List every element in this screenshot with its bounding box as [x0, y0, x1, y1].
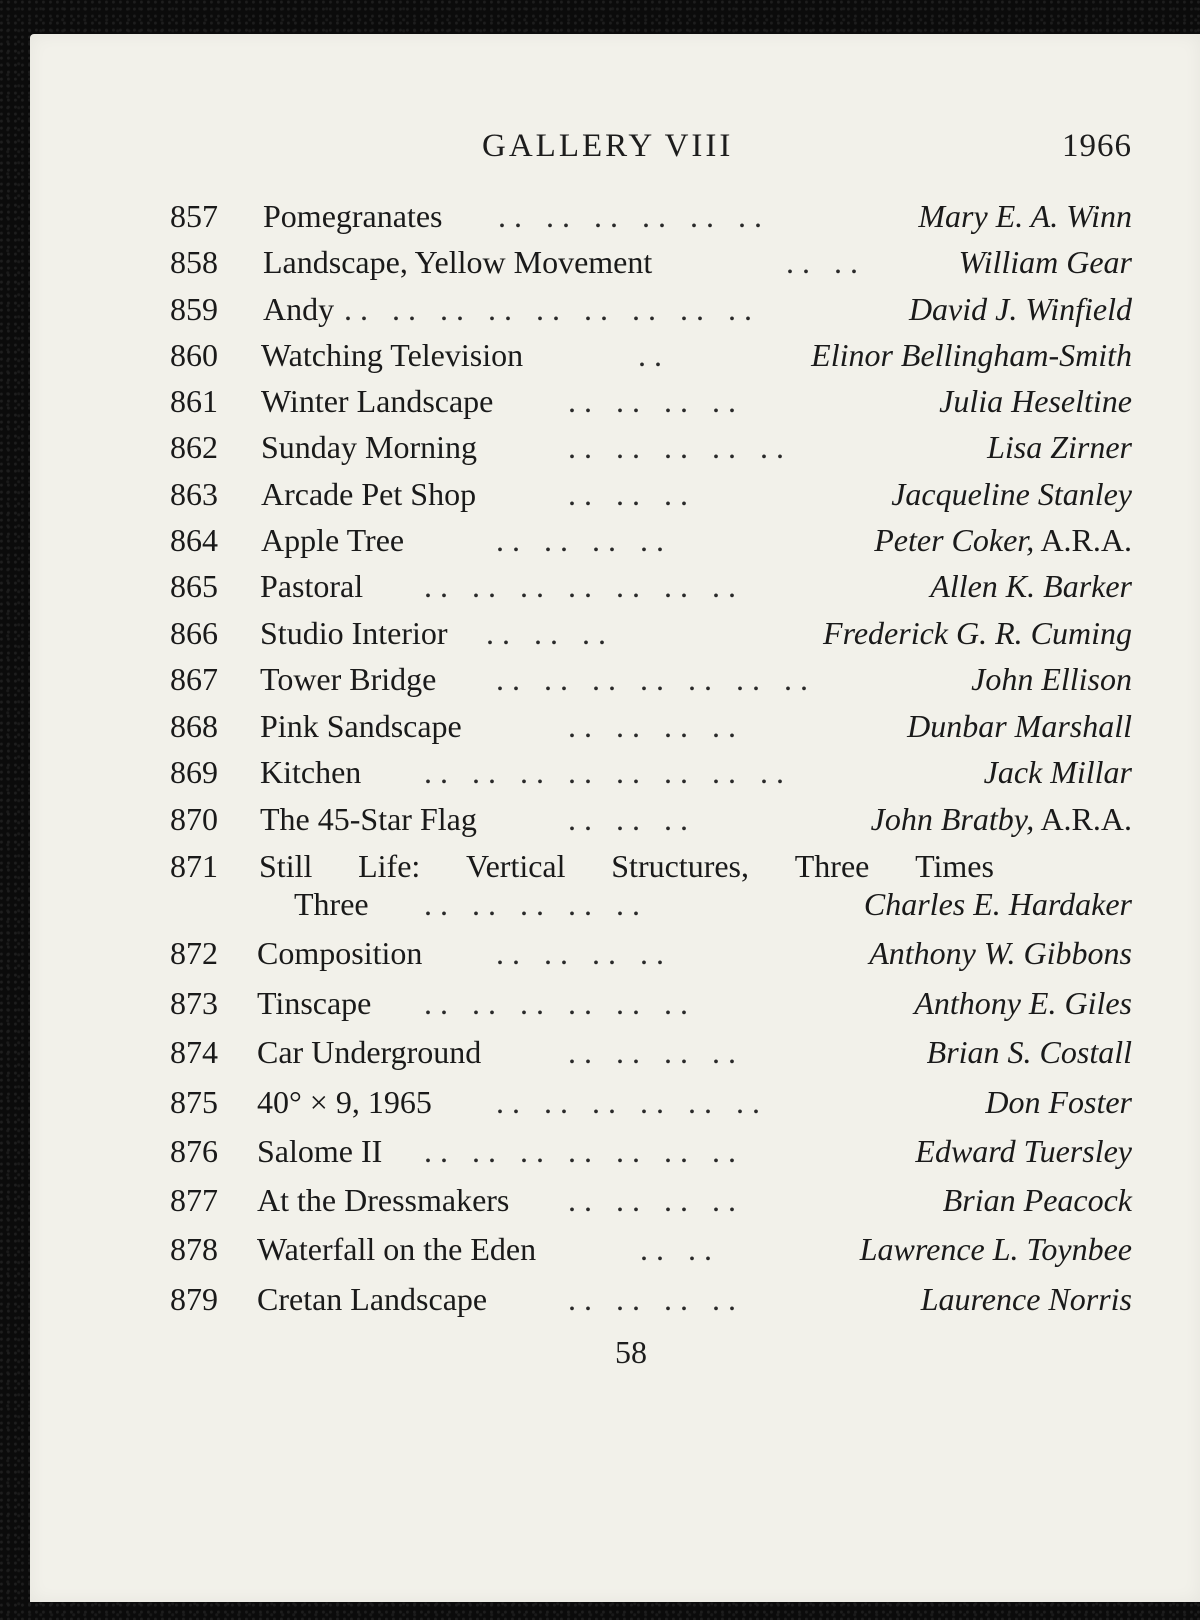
entry-title: 40° × 9, 1965 — [257, 1084, 432, 1120]
catalogue-entry — [30, 335, 1200, 375]
entry-artist: David J. Winfield — [908, 291, 1132, 327]
catalogue-entry — [30, 933, 1200, 973]
entry-title: Andy — [263, 291, 335, 327]
catalogue-entry — [30, 846, 1200, 886]
entry-title: Winter Landscape — [261, 383, 494, 419]
entry-artist: Brian S. Costall — [926, 1034, 1132, 1070]
entry-artist: Edward Tuersley — [915, 1133, 1132, 1169]
leader-dots: . . . . . . — [486, 615, 606, 651]
page-header — [30, 128, 1200, 168]
entry-title: Cretan Landscape — [257, 1281, 488, 1317]
entry-title: The 45-Star Flag — [260, 801, 477, 837]
entry-number: 864 — [170, 522, 218, 558]
entry-title: Watching Television — [261, 337, 524, 373]
entry-title: Pink Sandscape — [260, 708, 462, 744]
catalogue-entry — [30, 289, 1200, 329]
exhibition-year: 1966 — [1062, 128, 1132, 164]
entry-artist: Mary E. A. Winn — [918, 198, 1132, 234]
entry-number: 871 — [170, 848, 218, 884]
entry-number: 877 — [170, 1182, 218, 1218]
entry-number: 866 — [170, 615, 218, 651]
entry-artist: John Bratby, A.R.A. — [870, 801, 1132, 837]
catalogue-entry — [30, 1082, 1200, 1122]
entry-artist: Anthony E. Giles — [914, 985, 1132, 1021]
catalogue-entry — [30, 381, 1200, 421]
entry-number: 863 — [170, 476, 218, 512]
entry-number: 875 — [170, 1084, 218, 1120]
catalogue-entry — [30, 659, 1200, 699]
leader-dots: . . . . . . . . — [568, 383, 736, 419]
leader-dots: . . . . . . . . . . . . — [496, 1084, 760, 1120]
entry-number: 859 — [170, 291, 218, 327]
catalogue-page — [30, 34, 1200, 1602]
entry-title: Salome II — [257, 1133, 383, 1169]
catalogue-entry — [30, 1229, 1200, 1269]
entry-number: 868 — [170, 708, 218, 744]
leader-dots: . . . . . . . . . . . . . . — [424, 568, 736, 604]
entry-title: Waterfall on the Eden — [257, 1231, 537, 1267]
catalogue-entry — [30, 1131, 1200, 1171]
entry-title: Apple Tree — [261, 522, 405, 558]
leader-dots: . . . . — [640, 1231, 712, 1267]
entry-number: 865 — [170, 568, 218, 604]
catalogue-entry — [30, 1180, 1200, 1220]
entry-artist: Anthony W. Gibbons — [869, 935, 1132, 971]
entry-artist: Lawrence L. Toynbee — [859, 1231, 1132, 1267]
entry-title: Tower Bridge — [260, 661, 437, 697]
catalogue-entry — [30, 196, 1200, 236]
entry-number: 867 — [170, 661, 218, 697]
entry-artist: Frederick G. R. Cuming — [823, 615, 1132, 651]
catalogue-entry — [30, 520, 1200, 560]
leader-dots: . . . . . . . . — [568, 1182, 736, 1218]
entry-artist: Laurence Norris — [920, 1281, 1132, 1317]
entry-title: Tinscape — [257, 985, 372, 1021]
catalogue-entry — [30, 474, 1200, 514]
entry-title: Pastoral — [260, 568, 364, 604]
catalogue-entry-continuation — [30, 884, 1200, 924]
entry-number: 870 — [170, 801, 218, 837]
gallery-title: GALLERY VIII — [482, 128, 734, 164]
entry-number: 862 — [170, 429, 218, 465]
leader-dots: . . . . . . — [568, 801, 688, 837]
entry-number: 873 — [170, 985, 218, 1021]
leader-dots: . . . . . . — [568, 476, 688, 512]
leader-dots: . . — [638, 337, 662, 373]
entry-artist: Allen K. Barker — [930, 568, 1132, 604]
leader-dots: . . . . . . . . — [568, 1034, 736, 1070]
catalogue-entry — [30, 1032, 1200, 1072]
entry-artist: Dunbar Marshall — [907, 708, 1132, 744]
entry-number: 874 — [170, 1034, 218, 1070]
entry-artist: Elinor Bellingham-Smith — [811, 337, 1132, 373]
leader-dots: . . . . . . . . . . . . — [424, 985, 688, 1021]
catalogue-entry — [30, 752, 1200, 792]
entry-artist: Brian Peacock — [942, 1182, 1132, 1218]
entry-artist: Jacqueline Stanley — [891, 476, 1132, 512]
entry-number: 861 — [170, 383, 218, 419]
entry-artist: Charles E. Hardaker — [863, 886, 1132, 922]
entry-artist: Peter Coker, A.R.A. — [874, 522, 1132, 558]
entry-title: At the Dressmakers — [257, 1182, 510, 1218]
leader-dots: . . . . . . . . — [496, 522, 664, 558]
page-number: 58 — [615, 1334, 647, 1370]
entry-number: 876 — [170, 1133, 218, 1169]
entry-title: Landscape, Yellow Movement — [263, 244, 653, 280]
catalogue-entry — [30, 983, 1200, 1023]
entry-title: Sunday Morning — [261, 429, 477, 465]
entry-number: 879 — [170, 1281, 218, 1317]
leader-dots: . . . . . . . . . . . . — [498, 198, 762, 234]
entry-number: 857 — [170, 198, 218, 234]
catalogue-entry — [30, 566, 1200, 606]
leader-dots: . . . . — [786, 244, 858, 280]
catalogue-entry — [30, 1279, 1200, 1319]
leader-dots: . . . . . . . . . . — [424, 886, 640, 922]
leader-dots: . . . . . . . . . . . . . . . . — [424, 754, 784, 790]
entry-artist: Jack Millar — [983, 754, 1132, 790]
catalogue-entry — [30, 427, 1200, 467]
entry-artist: Don Foster — [985, 1084, 1132, 1120]
catalogue-entry — [30, 799, 1200, 839]
catalogue-entry — [30, 706, 1200, 746]
entry-title: Studio Interior — [260, 615, 448, 651]
entry-title-continuation: Three — [294, 886, 369, 922]
entry-title: Car Underground — [257, 1034, 482, 1070]
entry-title: Kitchen — [260, 754, 362, 790]
leader-dots: . . . . . . . . — [568, 708, 736, 744]
leader-dots: . . . . . . . . . . . . . . . . . . — [344, 291, 752, 327]
leader-dots: . . . . . . . . — [568, 1281, 736, 1317]
leader-dots: . . . . . . . . . . . . . . — [424, 1133, 736, 1169]
entry-artist: Lisa Zirner — [987, 429, 1132, 465]
entry-number: 858 — [170, 244, 218, 280]
entry-number: 878 — [170, 1231, 218, 1267]
catalogue-entry — [30, 242, 1200, 282]
entry-title: Still Life: Vertical Structures, Three Times — [259, 848, 994, 884]
entry-number: 872 — [170, 935, 218, 971]
entry-number: 869 — [170, 754, 218, 790]
entry-number: 860 — [170, 337, 218, 373]
entry-artist: John Ellison — [971, 661, 1132, 697]
entry-artist: Julia Heseltine — [939, 383, 1132, 419]
entry-title: Composition — [257, 935, 423, 971]
leader-dots: . . . . . . . . . . — [568, 429, 784, 465]
leader-dots: . . . . . . . . — [496, 935, 664, 971]
entry-artist: William Gear — [958, 244, 1132, 280]
leader-dots: . . . . . . . . . . . . . . — [496, 661, 808, 697]
entry-title: Arcade Pet Shop — [261, 476, 477, 512]
entry-title: Pomegranates — [263, 198, 443, 234]
catalogue-entry — [30, 613, 1200, 653]
